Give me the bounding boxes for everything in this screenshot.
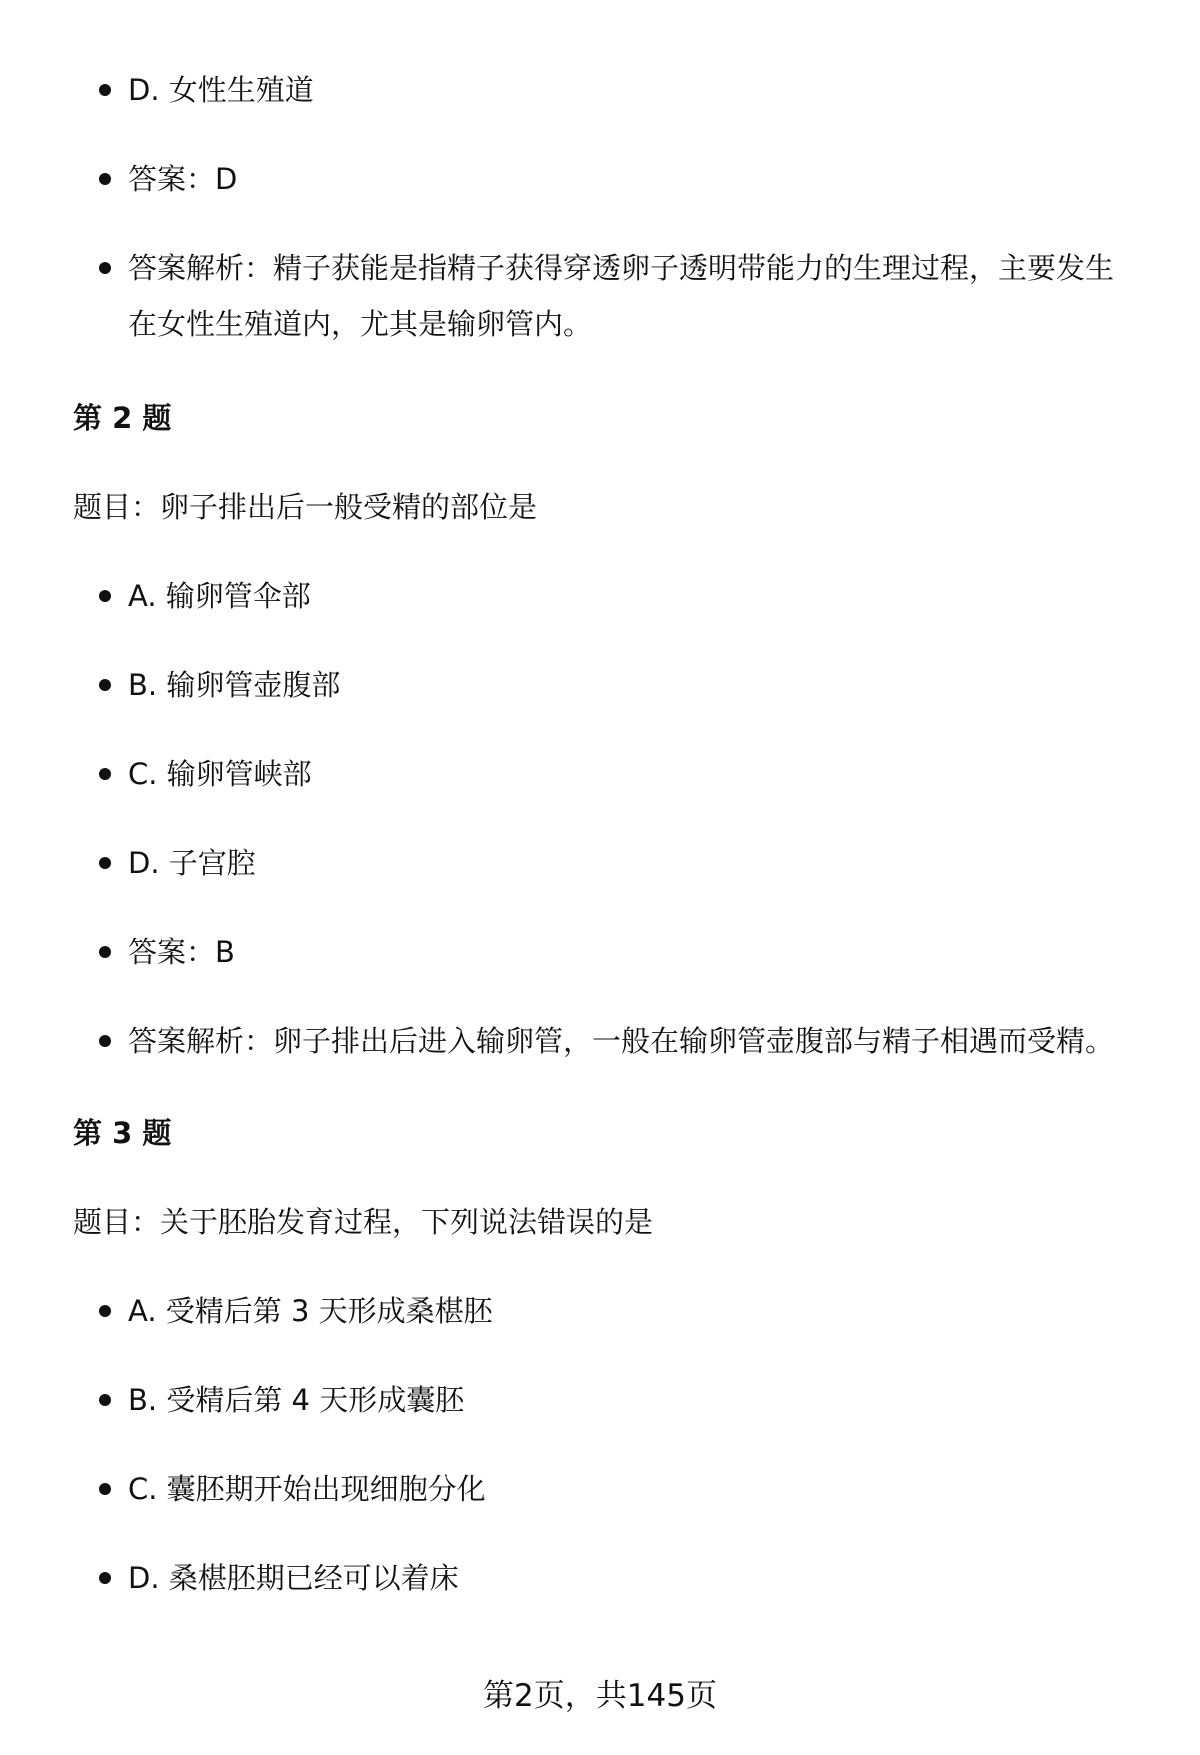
option-d: [128, 62, 1138, 118]
bullet: [99, 1035, 111, 1047]
bullet: [99, 84, 111, 96]
bullet: [99, 857, 111, 869]
option-d: [128, 1550, 1138, 1606]
option-text: C. 输卵管峡部: [128, 757, 312, 791]
explanation-text: 答案解析：精子获能是指精子获得穿透卵子透明带能力的生理过程，主要发生在女性生殖道内，尤其是输卵管内。: [128, 251, 1115, 341]
question-heading: 第 2 题: [73, 401, 172, 435]
bullet: [99, 946, 111, 958]
option-text: D. 女性生殖道: [128, 73, 314, 107]
answer-text: 答案：D: [128, 162, 238, 196]
option-b: [128, 657, 1138, 713]
option-text: D. 桑椹胚期已经可以着床: [128, 1561, 459, 1595]
question-stem: 题目：关于胚胎发育过程，下列说法错误的是: [73, 1205, 654, 1239]
bullet: [99, 173, 111, 185]
option-c: [128, 746, 1138, 802]
answer-explanation: [128, 240, 1138, 352]
option-text: B. 受精后第 4 天形成囊胚: [128, 1383, 465, 1417]
answer: [128, 151, 1138, 207]
page-indicator: 第2页，共145页: [483, 1678, 717, 1714]
bullet: [99, 1483, 111, 1495]
bullet: [99, 1572, 111, 1584]
option-text: B. 输卵管壶腹部: [128, 668, 341, 702]
question-stem: 题目：卵子排出后一般受精的部位是: [73, 490, 538, 524]
bullet: [99, 262, 111, 274]
option-d: [128, 835, 1138, 891]
option-text: D. 子宫腔: [128, 846, 256, 880]
option-c: [128, 1461, 1138, 1517]
bullet: [99, 590, 111, 602]
option-text: A. 受精后第 3 天形成桑椹胚: [128, 1294, 493, 1328]
explanation-text: 答案解析：卵子排出后进入输卵管，一般在输卵管壶腹部与精子相遇而受精。: [128, 1024, 1115, 1058]
option-a: [128, 1283, 1138, 1339]
answer: [128, 924, 1138, 980]
question-heading: 第 3 题: [73, 1116, 172, 1150]
answer-text: 答案：B: [128, 935, 235, 969]
bullet: [99, 1394, 111, 1406]
bullet: [99, 768, 111, 780]
option-a: [128, 568, 1138, 624]
option-text: C. 囊胚期开始出现细胞分化: [128, 1472, 486, 1506]
bullet: [99, 1305, 111, 1317]
option-b: [128, 1372, 1138, 1428]
option-text: A. 输卵管伞部: [128, 579, 311, 613]
bullet: [99, 679, 111, 691]
answer-explanation: [128, 1013, 1138, 1069]
